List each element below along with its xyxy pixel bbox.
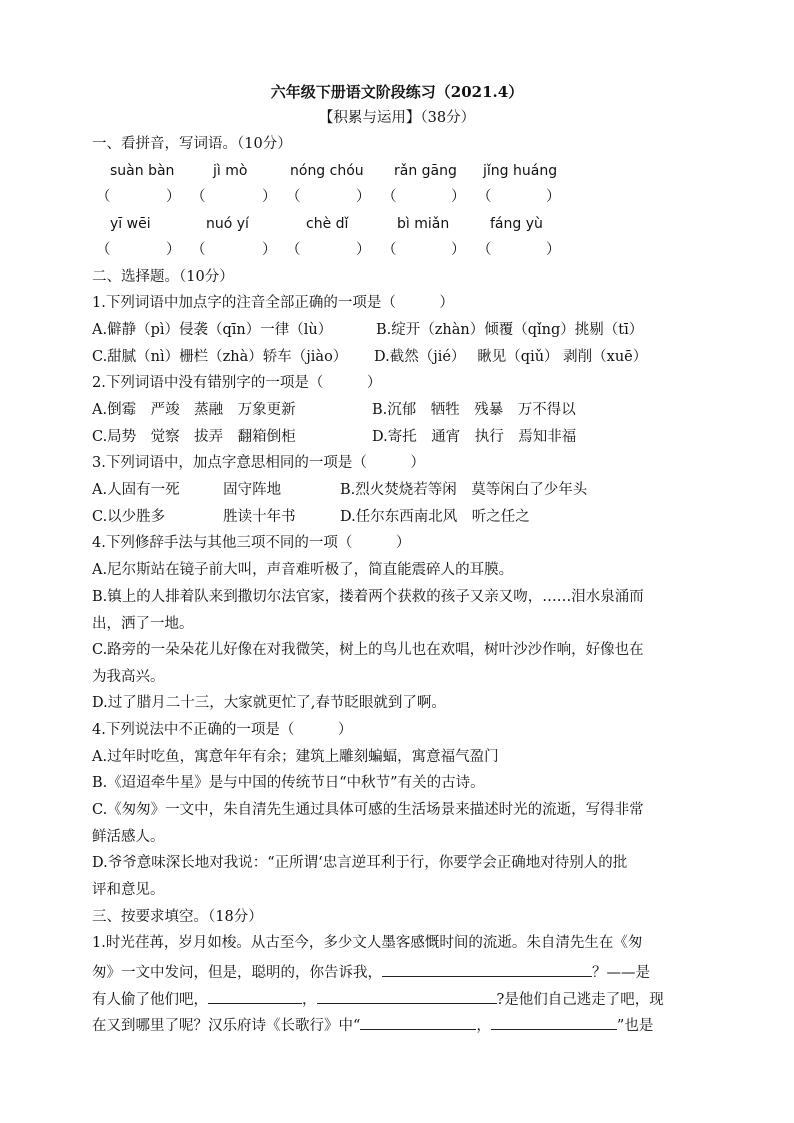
- fill-line-2-tail: ？——是: [592, 965, 650, 981]
- fill-line-2-text: 匆》一文中发问，但是，聪明的，你告诉我，: [92, 965, 382, 981]
- section2-heading: 二、选择题。（10分）: [92, 269, 234, 285]
- q1-option-d: D.截然（jié） 瞅见（qiǔ） 剥削（xuē）: [374, 349, 648, 365]
- answer-paren-open-7: （: [191, 242, 206, 258]
- q2-option-a: A.倒霉 严竣 蒸融 万象更新: [92, 402, 296, 418]
- answer-paren-close-9: ）: [451, 242, 466, 258]
- answer-paren-close-5: ）: [546, 189, 561, 205]
- fill-line-1: 1.时光荏苒，岁月如梭。从古至今，多少文人墨客感慨时间的流逝。朱自清先生在《匆: [92, 935, 643, 951]
- q1-stem: 1.下列词语中加点字的注音全部正确的一项是（ ）: [92, 295, 454, 311]
- q5-option-d-line1: D.爷爷意味深长地对我说：“正所谓‘忠言逆耳利于行，你要学会正确地对待别人的批: [92, 855, 628, 871]
- q3-option-a: A.人固有一死 固守阵地: [92, 482, 282, 498]
- q2-option-c: C.局势 觉察 拔弄 翻箱倒柜: [92, 429, 296, 445]
- answer-paren-close-10: ）: [546, 242, 561, 258]
- answer-paren-open-9: （: [382, 242, 397, 258]
- q5-option-a: A.过年时吃鱼，寓意年年有余；建筑上雕刻蝙蝠，寓意福气盈门: [92, 749, 499, 765]
- q5-stem: 4.下列说法中不正确的一项是（ ）: [92, 722, 353, 738]
- q5-option-d-line2: 评和意见。: [92, 882, 165, 898]
- q5-option-b: B.《迢迢牵牛星》是与中国的传统节日“中秋节”有关的古诗。: [92, 775, 485, 791]
- fill-line-4: [92, 1013, 653, 1036]
- answer-paren-open-4: （: [382, 189, 397, 205]
- answer-blank-5[interactable]: [491, 1013, 617, 1030]
- q4-option-c-line2: 为我高兴。: [92, 669, 165, 685]
- pinyin-6: yī wēi: [110, 216, 151, 232]
- pinyin-3: nóng chóu: [290, 163, 364, 179]
- fill-line-4-comma: ，: [476, 1018, 491, 1034]
- answer-paren-open-10: （: [477, 242, 492, 258]
- answer-paren-open-6: （: [96, 242, 111, 258]
- pinyin-9: bì miǎn: [397, 216, 450, 232]
- answer-paren-close-4: ）: [451, 189, 466, 205]
- answer-paren-close-3: ）: [356, 189, 371, 205]
- q4-option-b-line2: 出，洒了一地。: [92, 616, 194, 632]
- q1-option-c: C.甜腻（nì）栅栏（zhà）轿车（jiào）: [92, 349, 348, 365]
- q4-option-c-line1: C.路旁的一朵朵花儿好像在对我微笑，树上的鸟儿也在欢唱，树叶沙沙作响，好像也在: [92, 642, 644, 658]
- q4-option-d: D.过了腊月二十三，大家就更忙了,春节眨眼就到了啊。: [92, 695, 446, 711]
- pinyin-7: nuó yí: [206, 216, 249, 232]
- answer-paren-close-8: ）: [356, 242, 371, 258]
- pinyin-8: chè dǐ: [306, 216, 349, 232]
- fill-line-3-text: 有人偷了他们吧，: [92, 992, 208, 1008]
- pinyin-1: suàn bàn: [110, 163, 175, 179]
- answer-paren-close-2: ）: [262, 189, 277, 205]
- fill-line-4-tail: ”也是: [616, 1018, 654, 1034]
- page-subtitle: 【积累与运用】（38分）: [318, 110, 476, 126]
- fill-line-2: [92, 960, 650, 983]
- q5-option-c-line2: 鲜活感人。: [92, 829, 165, 845]
- pinyin-10: fáng yù: [490, 216, 543, 232]
- page-title: 六年级下册语文阶段练习（2021.4）: [270, 83, 524, 101]
- fill-line-4-text: 在又到哪里了呢？汉乐府诗《长歌行》中“: [92, 1018, 361, 1034]
- answer-paren-open-3: （: [286, 189, 301, 205]
- q2-option-d: D.寄托 通宵 执行 焉知非福: [372, 429, 577, 445]
- q5-option-c-line1: C.《匆匆》一文中，朱自清先生通过具体可感的生活场景来描述时光的流逝，写得非常: [92, 802, 644, 818]
- q3-stem: 3.下列词语中，加点字意思相同的一项是（ ）: [92, 455, 425, 471]
- q3-option-c: C.以少胜多 胜读十年书: [92, 509, 296, 525]
- answer-paren-close-1: ）: [166, 189, 181, 205]
- answer-paren-close-7: ）: [262, 242, 277, 258]
- pinyin-4: rǎn gāng: [394, 163, 457, 179]
- fill-line-3-comma: ，: [302, 992, 317, 1008]
- q4-option-a: A.尼尔斯站在镜子前大叫，声音难听极了，简直能震碎人的耳膜。: [92, 562, 514, 578]
- q3-option-b: B.烈火焚烧若等闲 莫等闲白了少年头: [340, 482, 588, 498]
- answer-blank-3[interactable]: [317, 987, 497, 1004]
- q2-option-b: B.沉郁 牺牲 残暴 万不得以: [372, 402, 576, 418]
- answer-paren-open-2: （: [191, 189, 206, 205]
- fill-line-3: [92, 987, 664, 1010]
- answer-paren-open-8: （: [286, 242, 301, 258]
- q3-option-d: D.任尔东西南北风 听之任之: [340, 509, 530, 525]
- q2-stem: 2.下列词语中没有错别字的一项是（ ）: [92, 375, 382, 391]
- fill-line-3-tail: ?是他们自己逃走了吧，现: [496, 992, 664, 1008]
- answer-blank-4[interactable]: [360, 1013, 476, 1030]
- answer-blank-1[interactable]: [382, 960, 592, 977]
- q1-option-a: A.僻静（pì）侵袭（qīn）一律（lù）: [92, 322, 333, 338]
- pinyin-5: jǐng huáng: [483, 163, 558, 179]
- q1-option-b: B.绽开（zhàn）倾覆（qǐng）挑剔（tī）: [376, 322, 644, 338]
- q4-stem: 4.下列修辞手法与其他三项不同的一项（ ）: [92, 535, 411, 551]
- answer-blank-2[interactable]: [208, 987, 302, 1004]
- section3-heading: 三、按要求填空。（18分）: [92, 909, 263, 925]
- pinyin-2: jì mò: [213, 163, 248, 179]
- section1-heading: 一、看拼音，写词语。（10分）: [92, 136, 292, 152]
- answer-paren-open-1: （: [96, 189, 111, 205]
- answer-paren-open-5: （: [477, 189, 492, 205]
- q4-option-b-line1: B.镇上的人排着队来到撒切尔法官家，搂着两个获救的孩子又亲又吻，……泪水泉涌而: [92, 589, 644, 605]
- answer-paren-close-6: ）: [166, 242, 181, 258]
